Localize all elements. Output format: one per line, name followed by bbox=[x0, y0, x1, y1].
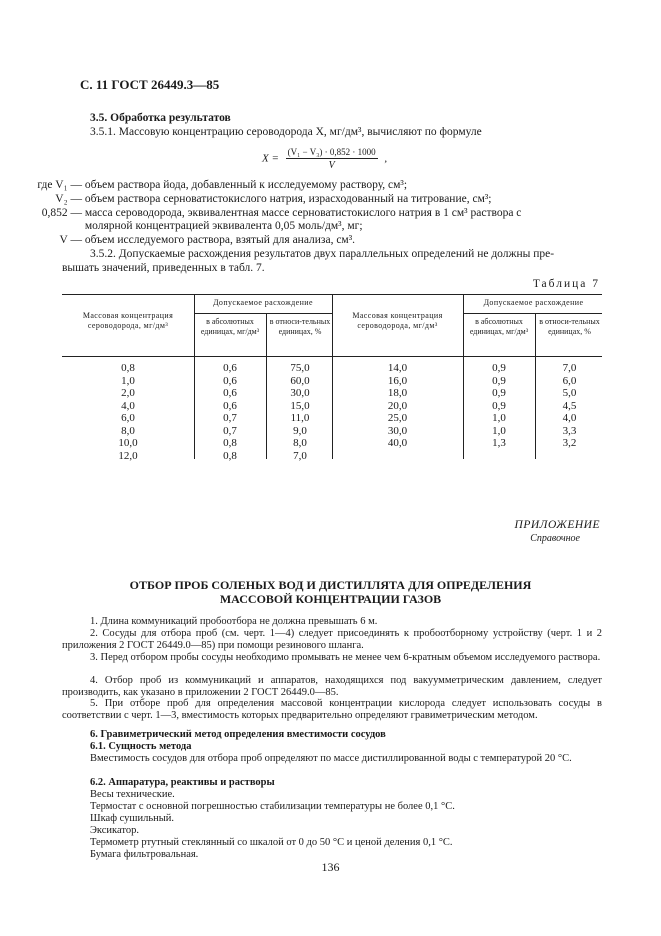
table-cell: 15,0 bbox=[290, 399, 310, 412]
definition-0852 bbox=[26, 206, 521, 220]
appendix-title-line2: МАССОВОЙ КОНЦЕНТРАЦИИ ГАЗОВ bbox=[219, 592, 442, 606]
appendix-label: ПРИЛОЖЕНИЕ bbox=[514, 519, 600, 531]
definition-symbol: 0,852 — bbox=[41, 207, 82, 219]
definition-symbol: где V₁ — bbox=[37, 179, 82, 191]
definition-v1 bbox=[26, 178, 407, 192]
section-6-1-text: Вместимость сосудов для отбора проб определяют по массе дистиллированной воды с температурой 20 °С. bbox=[90, 753, 572, 764]
table-col-line bbox=[194, 294, 195, 459]
page-number: 136 bbox=[321, 860, 340, 874]
table-cell: 0,6 bbox=[223, 387, 237, 399]
table-header-allowed-left: Допускаемое расхождение bbox=[213, 298, 313, 307]
table-cell: 0,8 bbox=[223, 449, 237, 462]
table-cell: 0,8 bbox=[121, 362, 135, 374]
table-cell: 2,0 bbox=[121, 387, 135, 399]
table-cell: 0,6 bbox=[223, 374, 237, 387]
definition-v bbox=[26, 233, 355, 247]
table-header-allowed-right: Допускаемое расхождение bbox=[483, 298, 584, 307]
formula-denominator: V bbox=[328, 160, 335, 171]
table-cell: 7,0 bbox=[562, 362, 577, 374]
page-header: С. 11 ГОСТ 26449.3—85 bbox=[80, 77, 220, 92]
formula-tail: , bbox=[384, 152, 388, 165]
table-cell: 1,0 bbox=[492, 412, 506, 424]
definition-text: молярной концентрацией эквивалента 0,05 моль/дм³, мг; bbox=[84, 220, 363, 232]
table-label: Таблица 7 bbox=[532, 278, 600, 290]
table-cell: 0,7 bbox=[223, 412, 237, 424]
equipment-item: Эксикатор. bbox=[90, 825, 139, 836]
formula bbox=[262, 147, 387, 171]
table-cell: 3,3 bbox=[562, 424, 577, 437]
paragraph-2: 2. Сосуды для отбора проб (см. черт. 1—4) следует присоединять к пробоотборному устройству (черт. 1 и 2 приложения 2 ГОСТ 26449.0—85) при помощи резинового шланга. bbox=[62, 628, 602, 651]
table-cell: 75,0 bbox=[290, 362, 310, 374]
paragraph-3-5-1: 3.5.1. Массовую концентрацию сероводорода X, мг/дм³, вычисляют по формуле bbox=[90, 126, 482, 138]
table-cell: 8,0 bbox=[121, 424, 135, 437]
table-header-concentration-left: Массовая концентрация сероводорода, мг/дм³ bbox=[82, 311, 174, 330]
table-cell: 40,0 bbox=[387, 437, 408, 449]
table-cell: 5,0 bbox=[562, 387, 577, 399]
definition-symbol: V₂ — bbox=[55, 193, 82, 205]
definition-0852-cont bbox=[26, 219, 363, 233]
table-cell: 14,0 bbox=[387, 362, 408, 374]
definition-symbol: V — bbox=[59, 234, 82, 246]
definition-text: объем исследуемого раствора, взятый для анализа, см³. bbox=[84, 234, 356, 246]
table-cell: 0,9 bbox=[492, 387, 506, 399]
table-cell: 11,0 bbox=[290, 412, 310, 424]
table-col-line bbox=[463, 294, 464, 459]
table-column-abs-right bbox=[465, 362, 533, 450]
equipment-item: Шкаф сушильный. bbox=[90, 813, 175, 824]
table-cell: 6,0 bbox=[562, 374, 577, 387]
section-6-2-title: 6.2. Аппаратура, реактивы и растворы bbox=[90, 777, 275, 788]
table-cell: 7,0 bbox=[293, 449, 307, 462]
equipment-item: Термометр ртутный стеклянный со шкалой от 0 до 50 °С и ценой деления 0,1 °С. bbox=[90, 837, 453, 848]
paragraph-3-5-2-line1: 3.5.2. Допускаемые расхождения результатов двух параллельных определений не должны пре- bbox=[90, 248, 555, 260]
table-cell: 30,0 bbox=[387, 424, 408, 437]
table-cell: 0,9 bbox=[492, 374, 506, 387]
formula-numerator: (V₁ − V₃) · 0,852 · 1000 bbox=[287, 147, 376, 157]
formula-fraction bbox=[286, 147, 378, 171]
table-header-abs-left: в абсолютных единицах, мг/дм³ bbox=[200, 317, 260, 336]
table-col-line bbox=[266, 313, 267, 459]
table-cell: 3,2 bbox=[562, 437, 577, 449]
table-cell: 10,0 bbox=[118, 437, 138, 449]
paragraph-4: 4. Отбор проб из коммуникаций и аппаратов, находящихся под вакуумметрическим давлением, следует производить, как указано в приложении 2 ГОСТ 26449.0—85. bbox=[62, 675, 602, 698]
table-cell: 4,0 bbox=[562, 412, 577, 424]
table-cell: 4,5 bbox=[562, 399, 577, 412]
table-header-rel-left: в относи-тельных единицах, % bbox=[269, 317, 331, 336]
section-6-title: 6. Гравиметрический метод определения вместимости сосудов bbox=[90, 729, 386, 740]
formula-lhs: X = bbox=[262, 152, 279, 165]
table-col-line bbox=[332, 294, 333, 459]
table-cell: 16,0 bbox=[387, 374, 408, 387]
table-cell: 0,9 bbox=[492, 399, 506, 412]
section-3-5-title: 3.5. Обработка результатов bbox=[90, 112, 231, 124]
definition-text: масса сероводорода, эквивалентная массе серноватистокислого натрия в 1 см³ раствора с bbox=[84, 207, 522, 219]
table-subheader-rule bbox=[194, 313, 332, 314]
table-cell: 0,6 bbox=[223, 362, 237, 374]
table-cell: 20,0 bbox=[387, 399, 408, 412]
definition-v2 bbox=[26, 192, 492, 206]
table-column-conc-right bbox=[334, 362, 461, 450]
table-cell: 1,0 bbox=[121, 374, 135, 387]
table-cell: 8,0 bbox=[293, 437, 307, 449]
table-cell: 4,0 bbox=[121, 399, 135, 412]
table-header-concentration-right: Массовая концентрация сероводорода, мг/дм³ bbox=[352, 311, 443, 330]
paragraph-3: 3. Перед отбором пробы сосуды необходимо промывать не менее чем 6-кратным объемом исследуемого раствора. bbox=[90, 652, 601, 663]
table-column-abs-left bbox=[196, 362, 264, 462]
table-column-conc-left bbox=[64, 362, 192, 462]
table-column-rel-left bbox=[268, 362, 332, 462]
equipment-item: Бумага фильтровальная. bbox=[90, 849, 199, 860]
equipment-item: Весы технические. bbox=[90, 789, 175, 800]
table-col-line bbox=[535, 313, 536, 459]
table-cell: 12,0 bbox=[118, 449, 138, 462]
table-cell: 60,0 bbox=[290, 374, 310, 387]
table-cell: 30,0 bbox=[290, 387, 310, 399]
table-subheader-rule bbox=[463, 313, 602, 314]
paragraph-3-5-2-line2: вышать значений, приведенных в табл. 7. bbox=[62, 262, 265, 274]
table-cell: 1,0 bbox=[492, 424, 506, 437]
table-header-rel-right: в относи-тельных единицах, % bbox=[539, 317, 600, 336]
table-cell: 0,7 bbox=[223, 424, 237, 437]
table-cell: 25,0 bbox=[387, 412, 408, 424]
table-cell: 18,0 bbox=[387, 387, 408, 399]
table-column-rel-right bbox=[537, 362, 602, 450]
definition-text: объем раствора йода, добавленный к исследуемому раствору, см³; bbox=[84, 179, 408, 191]
table-cell: 9,0 bbox=[293, 424, 307, 437]
table-cell: 0,6 bbox=[223, 399, 237, 412]
equipment-item: Термостат с основной погрешностью стабилизации температуры не более 0,1 °С. bbox=[90, 801, 455, 812]
appendix-title-line1: ОТБОР ПРОБ СОЛЕНЫХ ВОД И ДИСТИЛЛЯТА ДЛЯ ОПРЕДЕЛЕНИЯ bbox=[129, 578, 532, 592]
section-6-1-title: 6.1. Сущность метода bbox=[90, 741, 192, 752]
table-cell: 0,9 bbox=[492, 362, 506, 374]
appendix-sublabel: Справочное bbox=[530, 533, 580, 544]
paragraph-1: 1. Длина коммуникаций пробоотбора не должна превышать 6 м. bbox=[90, 616, 378, 627]
paragraph-5: 5. При отборе проб для определения массовой концентрации кислорода следует использовать сосуды в соответствии с черт. 1—3, вместимость которых предварительно определяют гравиметрическим методом. bbox=[62, 698, 602, 721]
definition-text: объем раствора серноватистокислого натрия, израсходованный на титрование, см³; bbox=[84, 193, 492, 205]
table-header-abs-right: в абсолютных единицах, мг/дм³ bbox=[469, 317, 529, 336]
table-cell: 6,0 bbox=[121, 412, 135, 424]
table-cell: 1,3 bbox=[492, 437, 506, 449]
table-cell: 0,8 bbox=[223, 437, 237, 449]
